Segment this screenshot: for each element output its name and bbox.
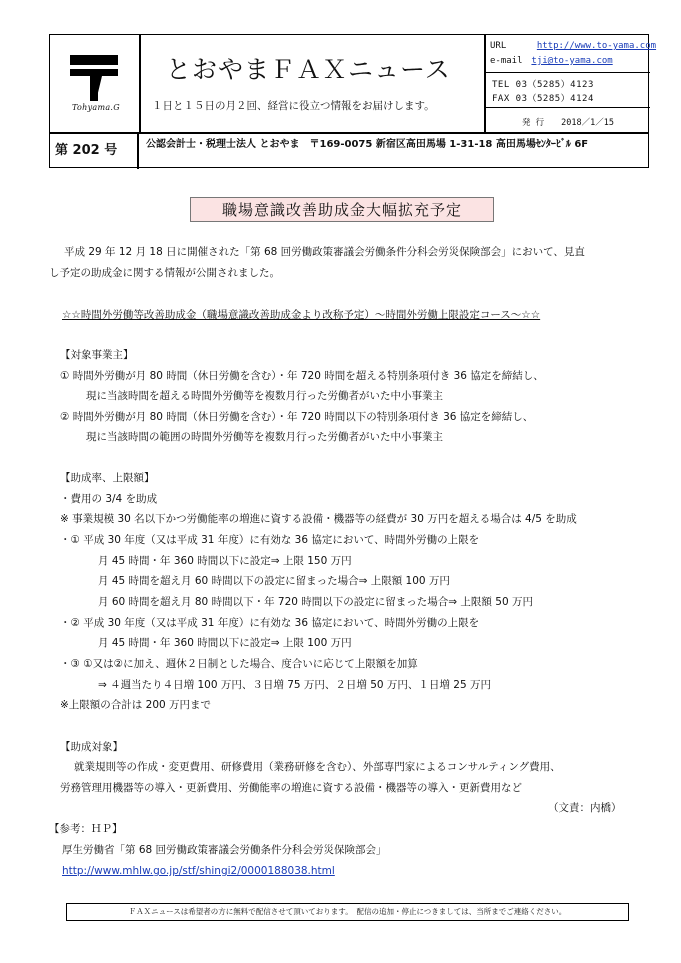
contact-web	[490, 39, 656, 69]
issue-date: 発 行 2018／1／15	[522, 118, 614, 128]
logo-mark-icon	[50, 35, 140, 133]
section-title-eligibility: 【対象事業主】	[60, 349, 134, 361]
rate-line: 月 45 時間を超え月 60 時間以下の設定に留まった場合⇒ 上限額 100 万円	[98, 575, 450, 587]
fax-number: FAX 03（5285）4124	[492, 94, 594, 104]
rate-line: 月 60 時間を超え月 80 時間以下・年 720 時間以下の設定に留まった場合⇒ 上限額 50 万円	[98, 596, 533, 608]
email-label: e-mail	[490, 56, 523, 66]
rate-line: ⇒ ４週当たり４日増 100 万円、３日増 75 万円、２日増 50 万円、１日増 25 万円	[98, 679, 491, 691]
reference-name: 厚生労働省「第 68 回労働政策審議会労働条件分科会労災保険部会」	[62, 844, 387, 856]
contact-phone	[492, 78, 594, 106]
email-link[interactable]: tji@to-yama.com	[531, 56, 613, 66]
rate-line: ※ 事業規模 30 名以下かつ労働能率の増進に資する設備・機器等の経費が 30 万円を超える場合は 4/5 を助成	[60, 513, 577, 525]
footer-note: ＦＡＸニュースは希望者の方に無料で配信させて頂いております。 配信の追加・停止につきましては、当所までご連絡ください。	[66, 903, 629, 921]
section-title-rates: 【助成率、上限額】	[60, 472, 155, 484]
rate-line: ・② 平成 30 年度（又は平成 31 年度）に有効な 36 協定において、時間外労働の上限を	[60, 617, 480, 629]
eligibility-line: 現に当該時間を超える時間外労働等を複数月行った労働者がいた中小事業主	[86, 390, 443, 402]
rate-line: ※上限額の合計は 200 万円まで	[60, 699, 212, 711]
eligibility-line: ② 時間外労働が月 80 時間（休日労働を含む）・年 720 時間以下の特別条項付き 36 協定を締結し、	[60, 411, 534, 423]
covered-line: 労務管理用機器等の導入・更新費用、労働能率の増進に資する設備・機器等の導入・更新費用など	[60, 782, 522, 794]
eligibility-line: ① 時間外労働が月 80 時間（休日労働を含む）・年 720 時間を超える特別条項付き 36 協定を締結し、	[60, 370, 544, 382]
eligibility-line: 現に当該時間の範囲の時間外労働等を複数月行った労働者がいた中小事業主	[86, 431, 443, 443]
covered-line: 就業規則等の作成・変更費用、研修費用（業務研修を含む）、外部専門家によるコンサルティング費用、	[74, 761, 561, 773]
section-title-covered: 【助成対象】	[60, 741, 123, 753]
rate-line: 月 45 時間・年 360 時間以下に設定⇒ 上限 150 万円	[98, 555, 352, 567]
tel-number: TEL 03（5285）4123	[492, 80, 594, 90]
url-label: URL	[490, 41, 507, 51]
reference-title: 【参考：ＨＰ】	[49, 823, 123, 835]
issue-number: 第 202 号	[55, 143, 118, 158]
article-headline: 職場意識改善助成金大幅拡充予定	[190, 197, 494, 222]
newsletter-title: とおやまＦＡＸニュース	[166, 55, 451, 84]
firm-address: 公認会計士・税理士法人 とおやま 〒169-0075 新宿区高田馬場 1-31-18 高田馬場ｾﾝﾀｰﾋﾞﾙ 6F	[146, 139, 589, 150]
reference-link[interactable]: http://www.mhlw.go.jp/stf/shingi2/0000188038.html	[62, 865, 335, 877]
masthead	[49, 34, 657, 168]
rate-line: ・費用の 3/4 を助成	[60, 493, 158, 505]
company-logo	[50, 35, 140, 133]
article-subtitle: ☆☆時間外労働等改善助成金（職場意識改善助成金より改称予定）～時間外労働上限設定コース～☆☆	[62, 309, 541, 321]
rate-line: ・③ ①又は②に加え、週休２日制とした場合、度合いに応じて上限額を加算	[60, 658, 418, 670]
rate-line: ・① 平成 30 年度（又は平成 31 年度）に有効な 36 協定において、時間外労働の上限を	[60, 534, 480, 546]
website-link[interactable]: http://www.to-yama.com	[536, 41, 657, 51]
intro-line-1: 平成 29 年 12 月 18 日に開催された「第 68 回労働政策審議会労働条件分科会労災保険部会」において、見直	[64, 246, 585, 258]
intro-line-2: し予定の助成金に関する情報が公開されました。	[49, 267, 280, 279]
newsletter-tagline: １日と１５日の月２回、経営に役立つ情報をお届けします。	[152, 100, 435, 112]
rate-line: 月 45 時間・年 360 時間以下に設定⇒ 上限 100 万円	[98, 637, 352, 649]
logo-caption: Tohyama.G	[72, 103, 120, 112]
author-credit: （文責：内橋）	[548, 802, 622, 814]
